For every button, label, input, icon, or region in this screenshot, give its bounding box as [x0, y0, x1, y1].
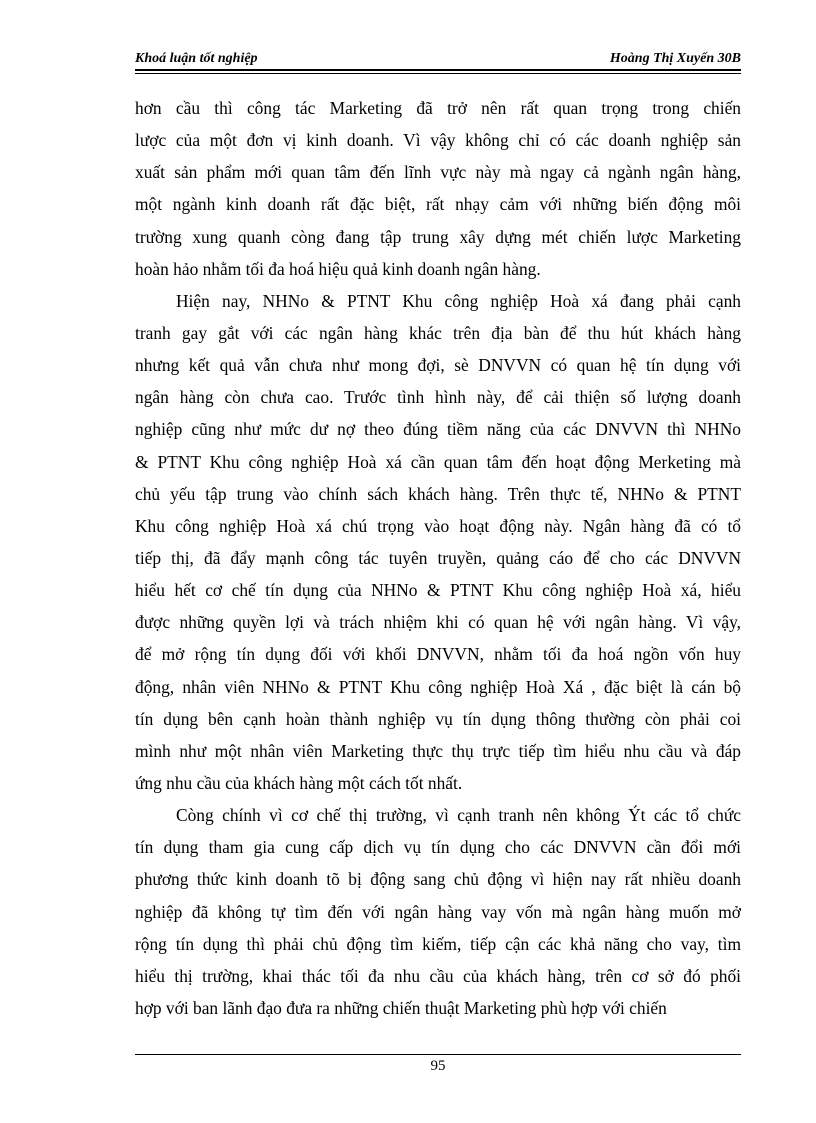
text-line: xuất sản phẩm mới quan tâm đến lĩnh vực này mà ngay cả ngành ngân hàng,	[135, 162, 741, 183]
text-line: hoàn hảo nhằm tối đa hoá hiệu quả kinh doanh ngân hàng.	[135, 258, 541, 279]
header-author-label: Hoàng Thị Xuyến 30B	[609, 51, 741, 66]
text-line: Còng chính vì cơ chế thị trường, vì cạnh tranh nên không Ýt các tổ chức	[176, 805, 741, 826]
text-line: hiểu thị trường, khai thác tối đa nhu cầu của khách hàng, trên cơ sở đó phối	[135, 965, 741, 986]
text-line: trường xung quanh còng đang tập trung xây dựng mét chiến lược Marketing	[135, 226, 741, 247]
text-line: tranh gay gắt với các ngân hàng khác trên địa bàn để thu hút khách hàng	[135, 322, 741, 343]
header-thesis-label: Khoá luận tốt nghiệp	[135, 51, 258, 66]
paragraph-1	[135, 92, 741, 285]
text-line: lược của một đơn vị kinh doanh. Vì vậy không chỉ có các doanh nghiệp sản	[135, 130, 741, 151]
text-line: rộng tín dụng thì phải chủ động tìm kiếm, tiếp cận các khả năng cho vay, tìm	[135, 933, 741, 954]
text-line: nghiệp cũng như mức dư nợ theo đúng tiềm năng của các DNVVN thì NHNo	[135, 419, 741, 440]
page-header	[135, 50, 741, 68]
text-line: nghiệp đã không tự tìm đến với ngân hàng vay vốn mà ngân hàng muốn mở	[135, 901, 741, 922]
header-rule-thin	[135, 73, 741, 74]
text-line: phương thức kinh doanh tõ bị động sang chủ động vì hiện nay rất nhiều doanh	[135, 869, 741, 890]
text-line: Hiện nay, NHNo & PTNT Khu công nghiệp Hoà xá đang phải cạnh	[176, 290, 741, 311]
header-rule-thick	[135, 69, 741, 71]
text-line: được những quyền lợi và trách nhiệm khi có quan hệ với ngân hàng. Vì vậy,	[135, 612, 741, 633]
footer-rule	[135, 1054, 741, 1055]
page-number: 95	[430, 1058, 446, 1074]
paragraph-2	[135, 285, 741, 799]
text-line: ngân hàng còn chưa cao. Trước tình hình này, để cải thiện số lượng doanh	[135, 387, 741, 408]
text-line: & PTNT Khu công nghiệp Hoà xá cần quan tâm đến hoạt động Merketing mà	[135, 451, 741, 472]
text-line: tiếp thị, đã đẩy mạnh công tác tuyên truyền, quảng cáo để cho các DNVVN	[135, 547, 741, 568]
body-text	[135, 92, 741, 1024]
text-line: để mở rộng tín dụng đối với khối DNVVN, nhằm tối đa hoá ngồn vốn huy	[135, 644, 741, 665]
text-line: hơn cầu thì công tác Marketing đã trở nên rất quan trọng trong chiến	[135, 98, 741, 118]
text-line: tín dụng bên cạnh hoàn thành nghiệp vụ tín dụng thông thường còn phải coi	[135, 708, 741, 729]
text-line: một ngành kinh doanh rất đặc biệt, rất nhạy cảm với những biến động môi	[135, 194, 741, 215]
text-line: hợp với ban lãnh đạo đưa ra những chiến thuật Marketing phù hợp với chiến	[135, 997, 667, 1018]
text-line: hiểu hết cơ chế tín dụng của NHNo & PTNT Khu công nghiệp Hoà xá, hiểu	[135, 580, 741, 601]
text-line: mình như một nhân viên Marketing thực thụ trực tiếp tìm hiểu nhu cầu và đáp	[135, 740, 741, 761]
text-line: tín dụng tham gia cung cấp dịch vụ tín dụng cho các DNVVN cần đổi mới	[135, 837, 741, 858]
text-line: động, nhân viên NHNo & PTNT Khu công nghiệp Hoà Xá , đặc biệt là cán bộ	[135, 676, 741, 697]
text-line: ứng nhu cầu của khách hàng một cách tốt nhất.	[135, 772, 463, 793]
text-line: nhưng kết quả vẫn chưa như mong đợi, sè DNVVN có quan hệ tín dụng với	[135, 355, 741, 376]
text-line: Khu công nghiệp Hoà xá chú trọng vào hoạt động này. Ngân hàng đã có tổ	[135, 515, 741, 536]
paragraph-3	[135, 799, 741, 1024]
text-line: chủ yếu tập trung vào chính sách khách hàng. Trên thực tế, NHNo & PTNT	[135, 483, 741, 504]
